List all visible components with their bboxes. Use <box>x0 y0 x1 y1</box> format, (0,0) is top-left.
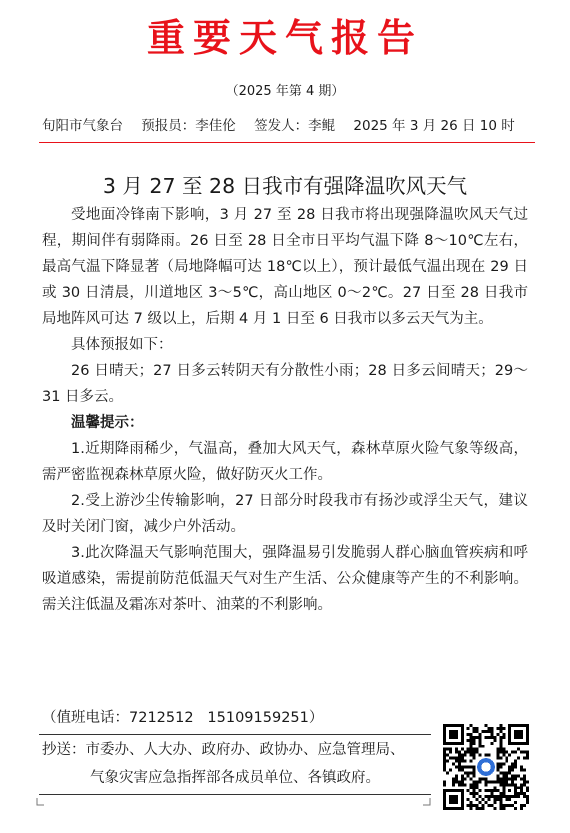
tip-item: 1.近期降雨稀少，气温高，叠加大风天气，森林草原火险气象等级高，需严密监视森林草原火险，做好防灭火工作。 <box>42 441 528 483</box>
meta-datetime: 2025 年 3 月 26 日 10 时 <box>353 118 515 134</box>
meta-org: 旬阳市气象台 <box>42 118 123 134</box>
issue-number: （2025 年第 4 期） <box>225 84 345 99</box>
paragraph: 受地面冷锋南下影响，3 月 27 至 28 日我市将出现强降温吹风天气过程，期间伴有弱降雨。26 日至 28 日全市日平均气温下降 8～10℃左右，最高气温下降显著（局地降幅可达 18℃以上），预计最低气温出现在 29 日或 30 日清晨，川道地区 3～5℃，高山地区 0～2℃。27 日至 28 日我市局地阵风可达 7 级以上，后期 4 月 1 日至 6 日我市以多云天气为主。 <box>42 207 528 327</box>
duty-phone: （值班电话：7212512 15109159251） <box>42 710 324 726</box>
tip-item: 3.此次降温天气影响范围大，强降温易引发脆弱人群心脑血管疾病和呼吸道感染，需提前防范低温天气对生产生活、公众健康等产生的不利影响。需关注低温及霜冻对茶叶、油菜的不利影响。 <box>42 545 528 613</box>
tip-item: 2.受上游沙尘传输影响，27 日部分时段我市有扬沙或浮尘天气，建议及时关闭门窗，减少户外活动。 <box>42 493 528 535</box>
report-body <box>42 202 528 618</box>
corner-mark-left <box>36 798 44 806</box>
paragraph: 具体预报如下： <box>71 337 173 353</box>
cc-top-divider <box>39 734 431 735</box>
cc-list <box>42 736 442 792</box>
header-divider <box>39 142 535 143</box>
headline: 3 月 27 至 28 日我市有强降温吹风天气 <box>102 174 468 198</box>
paragraph: 26 日晴天；27 日多云转阴天有分散性小雨；28 日多云间晴天；29～31 日多云。 <box>42 363 528 405</box>
tips-title: 温馨提示： <box>71 415 144 431</box>
cc-bottom-divider <box>39 794 431 795</box>
cc-line-2: 气象灾害应急指挥部各成员单位、各镇政府。 <box>90 770 380 786</box>
report-title: 重要天气报告 <box>146 15 423 60</box>
corner-mark-right <box>423 798 431 806</box>
meta-forecaster: 预报员：李佳伦 <box>141 118 236 134</box>
meta-signer: 签发人：李鲲 <box>254 118 336 134</box>
report-meta <box>42 116 537 136</box>
qr-code-icon <box>443 724 529 810</box>
cc-line-1: 抄送：市委办、人大办、政府办、政协办、应急管理局、 <box>42 742 405 758</box>
